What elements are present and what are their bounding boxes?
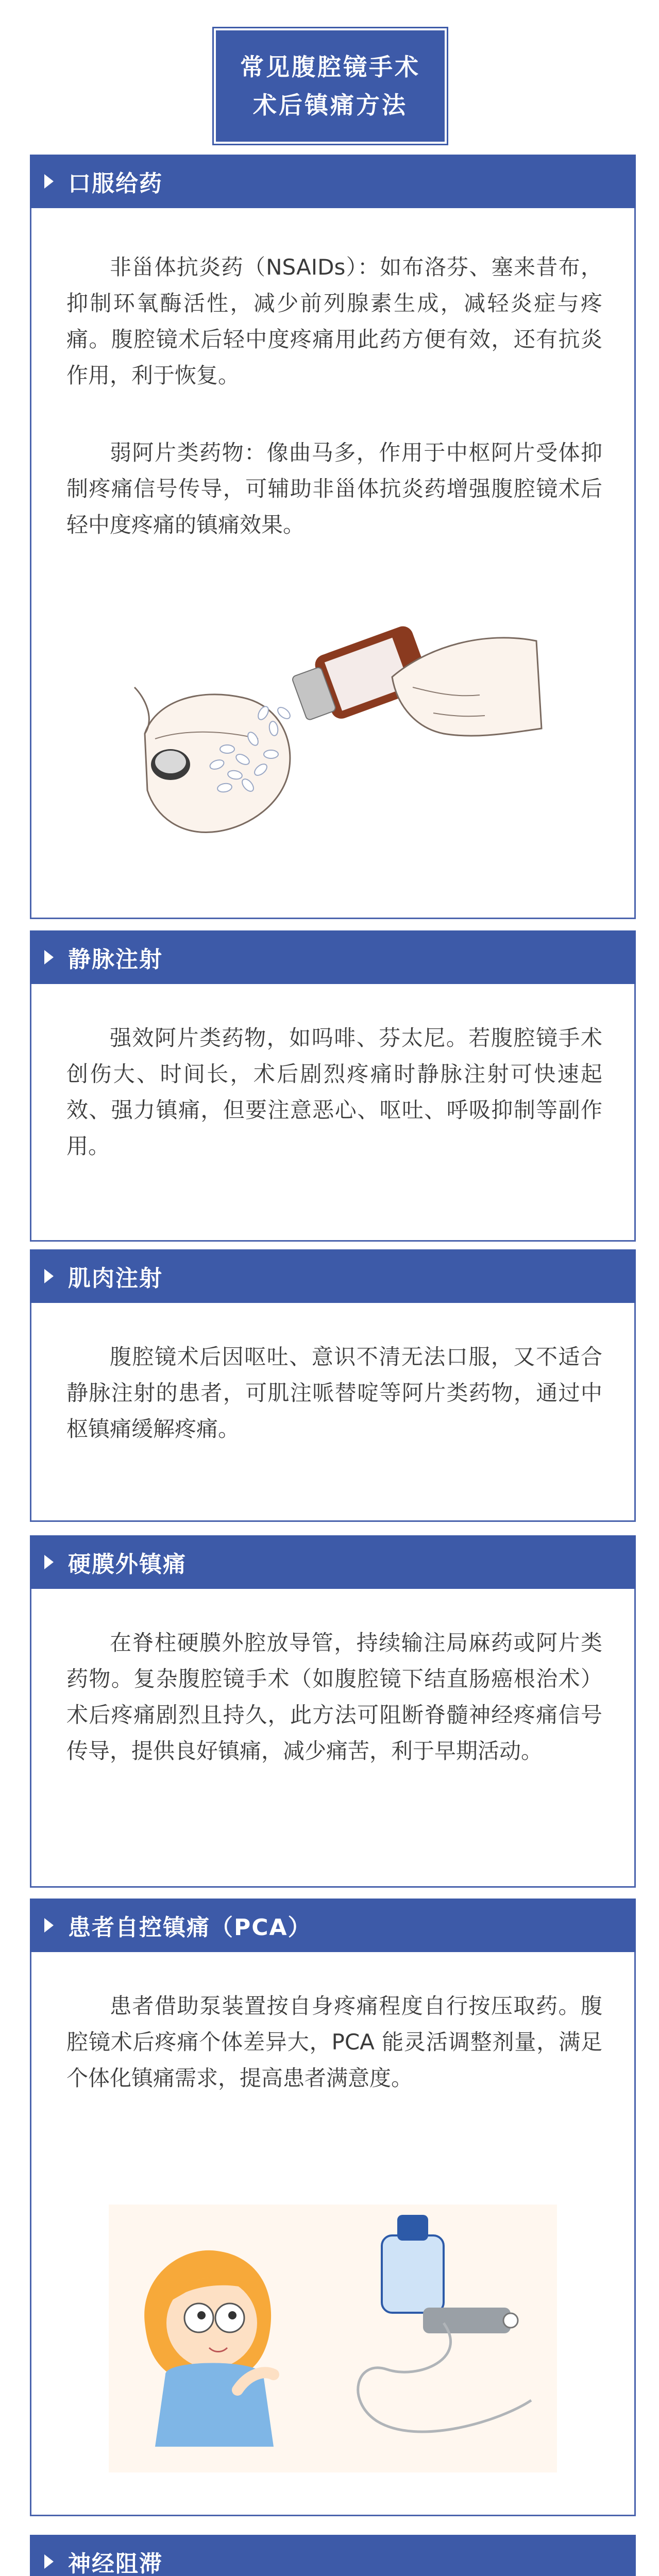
paragraph: 非甾体抗炎药（NSAIDs）：如布洛芬、塞来昔布，抑制环氧酶活性，减少前列腺素生成，减轻炎症与疼痛。腹腔镜术后轻中度疼痛用此药方便有效，还有抗炎作用，利于恢复。	[66, 255, 602, 388]
paragraph: 在脊柱硬膜外腔放导管，持续输注局麻药或阿片类药物。复杂腹腔镜手术（如腹腔镜下结直肠癌根治术）术后疼痛剧烈且持久，此方法可阻断脊髓神经疼痛信号传导，提供良好镇痛，减少痛苦，利于早期活动。	[66, 1630, 602, 1764]
paragraph: 弱阿片类药物：像曲马多，作用于中枢阿片受体抑制疼痛信号传导，可辅助非甾体抗炎药增强腹腔镜术后轻中度疼痛的镇痛效果。	[66, 440, 602, 537]
section-header-iv	[30, 930, 636, 984]
section-heading: 静脉注射	[68, 946, 163, 973]
section-heading: 肌肉注射	[68, 1265, 163, 1292]
section-heading: 口服给药	[68, 171, 163, 197]
section-card-oral	[30, 208, 636, 919]
section-header-epidural	[30, 1535, 636, 1589]
right-triangle-icon	[44, 2554, 54, 2569]
section-heading: 患者自控镇痛（PCA）	[68, 1914, 312, 1941]
section-card-im	[30, 1303, 636, 1522]
section-card-epidural	[30, 1589, 636, 1888]
right-triangle-icon	[44, 1269, 54, 1283]
page-title	[214, 28, 447, 144]
section-header-oral	[30, 155, 636, 208]
section-card-pca	[30, 1952, 636, 2516]
section-heading: 硬膜外镇痛	[68, 1551, 187, 1578]
section-header-im	[30, 1249, 636, 1303]
title-line-2: 术后镇痛方法	[253, 91, 408, 119]
paragraph: 强效阿片类药物，如吗啡、芬太尼。若腹腔镜手术创伤大、时间长，术后剧烈疼痛时静脉注射可快速起效、强力镇痛，但要注意恶心、呕吐、呼吸抑制等副作用。	[66, 1025, 602, 1159]
section-card-iv	[30, 984, 636, 1242]
section-heading: 神经阻滞	[68, 2551, 163, 2576]
title-line-1: 常见腹腔镜手术	[240, 53, 420, 81]
right-triangle-icon	[44, 950, 54, 964]
right-triangle-icon	[44, 174, 54, 189]
right-triangle-icon	[44, 1918, 54, 1933]
paragraph: 腹腔镜术后因呕吐、意识不清无法口服，又不适合静脉注射的患者，可肌注哌替啶等阿片类药物，通过中枢镇痛缓解疼痛。	[66, 1344, 602, 1442]
section-header-nerve-block	[30, 2535, 636, 2576]
right-triangle-icon	[44, 1555, 54, 1569]
hands-pills-illustration	[124, 584, 547, 873]
section-header-pca	[30, 1899, 636, 1952]
pca-illustration	[109, 2205, 557, 2472]
paragraph: 患者借助泵装置按自身疼痛程度自行按压取药。腹腔镜术后疼痛个体差异大，PCA 能灵活调整剂量，满足个体化镇痛需求，提高患者满意度。	[66, 1993, 602, 2091]
